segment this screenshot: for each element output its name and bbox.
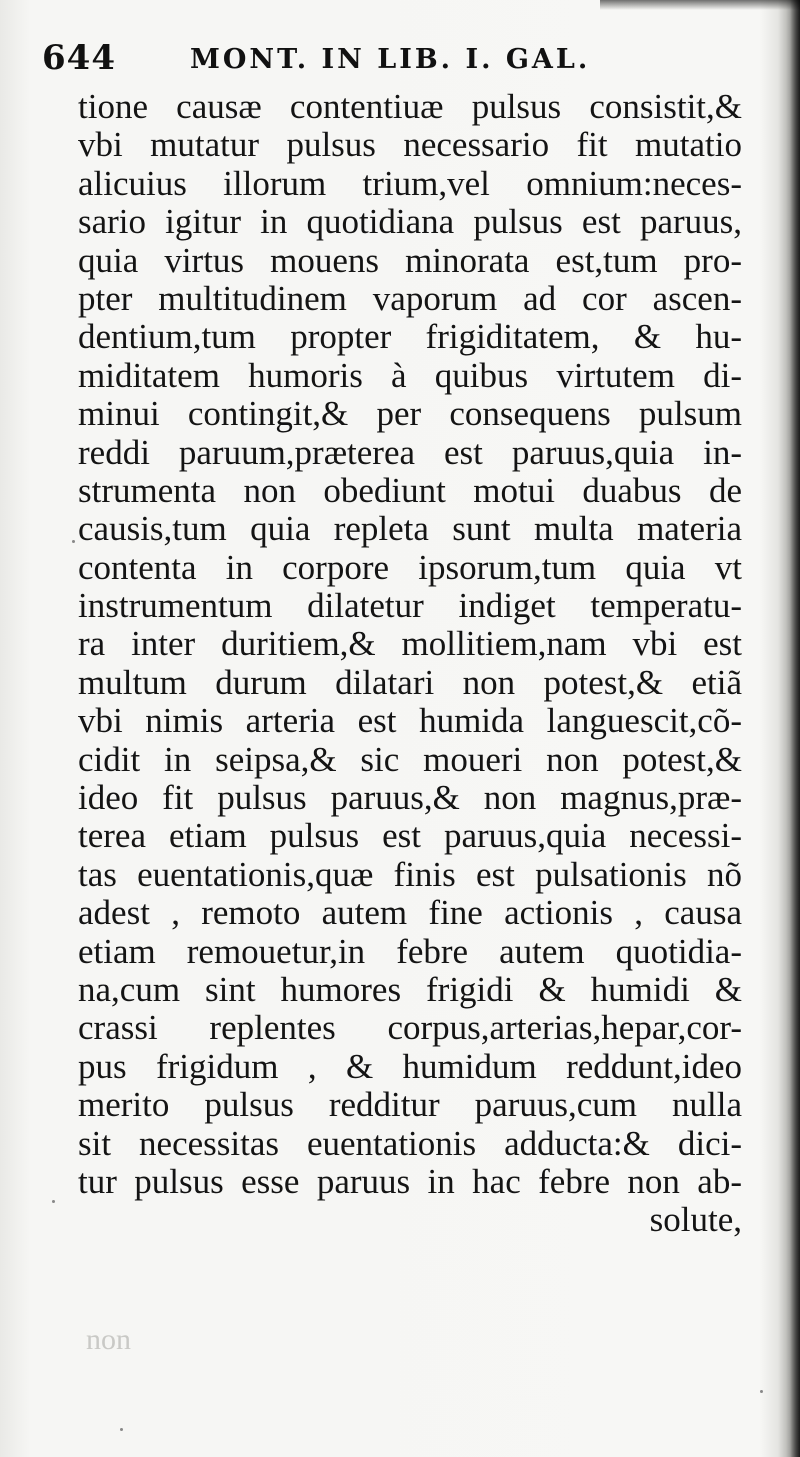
text-line: minui contingit,& per consequens pulsum	[78, 394, 742, 434]
text-line: tur pulsus esse paruus in hac febre non ab-	[78, 1161, 742, 1201]
text-line: quia virtus mouens minorata est,tum pro-	[78, 240, 742, 280]
page-top-shadow	[600, 0, 800, 10]
text-line: pus frigidum , & humidum reddunt,ideo	[78, 1046, 742, 1086]
text-line: merito pulsus redditur paruus,cum nulla	[78, 1085, 742, 1125]
text-line: sit necessitas euentationis adducta:& dici-	[78, 1123, 742, 1163]
text-line: na,cum sint humores frigidi & humidi &	[78, 969, 742, 1009]
text-line: adest , remoto autem fine actionis , causa	[78, 893, 742, 933]
page-number: 644	[42, 38, 116, 78]
text-body	[78, 88, 742, 1240]
text-line: miditatem humoris à quibus virtutem di-	[78, 355, 742, 395]
text-line: crassi replentes corpus,arterias,hepar,cor-	[78, 1008, 742, 1048]
text-line: sario igitur in quotidiana pulsus est paruus,	[78, 202, 742, 242]
bleed-through-text: non	[86, 1323, 131, 1356]
text-line: contenta in corpore ipsorum,tum quia vt	[78, 547, 742, 587]
text-line: terea etiam pulsus est paruus,quia necessi-	[78, 816, 742, 856]
text-line: etiam remouetur,in febre autem quotidia-	[78, 931, 742, 971]
running-title: MONT. IN LIB. I. GAL.	[190, 44, 591, 75]
text-line: alicuius illorum trium,vel omnium:neces-	[78, 163, 742, 203]
text-line: instrumentum dilatetur indiget temperatu-	[78, 586, 742, 626]
page-gutter-shadow	[778, 0, 800, 1457]
text-line: strumenta non obediunt motui duabus de	[78, 470, 742, 510]
text-line: multum durum dilatari non potest,& etiã	[78, 662, 742, 702]
paper-speck	[52, 1200, 55, 1203]
text-line: vbi mutatur pulsus necessario fit mutatio	[78, 125, 742, 165]
text-line: dentium,tum propter frigiditatem, & hu-	[78, 317, 742, 357]
text-line: reddi paruum,præterea est paruus,quia in-	[78, 432, 742, 472]
text-line: tione causæ contentiuæ pulsus consistit,&	[78, 87, 742, 126]
paper-speck	[120, 1428, 123, 1431]
paper-speck	[760, 1390, 763, 1393]
text-line: ra inter duritiem,& mollitiem,nam vbi est	[78, 624, 742, 664]
running-head	[42, 38, 742, 88]
text-line: cidit in seipsa,& sic moueri non potest,&	[78, 739, 742, 779]
paper-speck	[72, 540, 75, 543]
text-line: pter multitudinem vaporum ad cor ascen-	[78, 278, 742, 318]
text-line: tas euentationis,quæ finis est pulsationis nõ	[78, 854, 742, 894]
text-line: causis,tum quia repleta sunt multa materia	[78, 509, 742, 549]
catchword: solute,	[649, 1200, 742, 1240]
text-line: vbi nimis arteria est humida languescit,cõ-	[78, 701, 742, 741]
text-line: ideo fit pulsus paruus,& non magnus,præ-	[78, 778, 742, 818]
